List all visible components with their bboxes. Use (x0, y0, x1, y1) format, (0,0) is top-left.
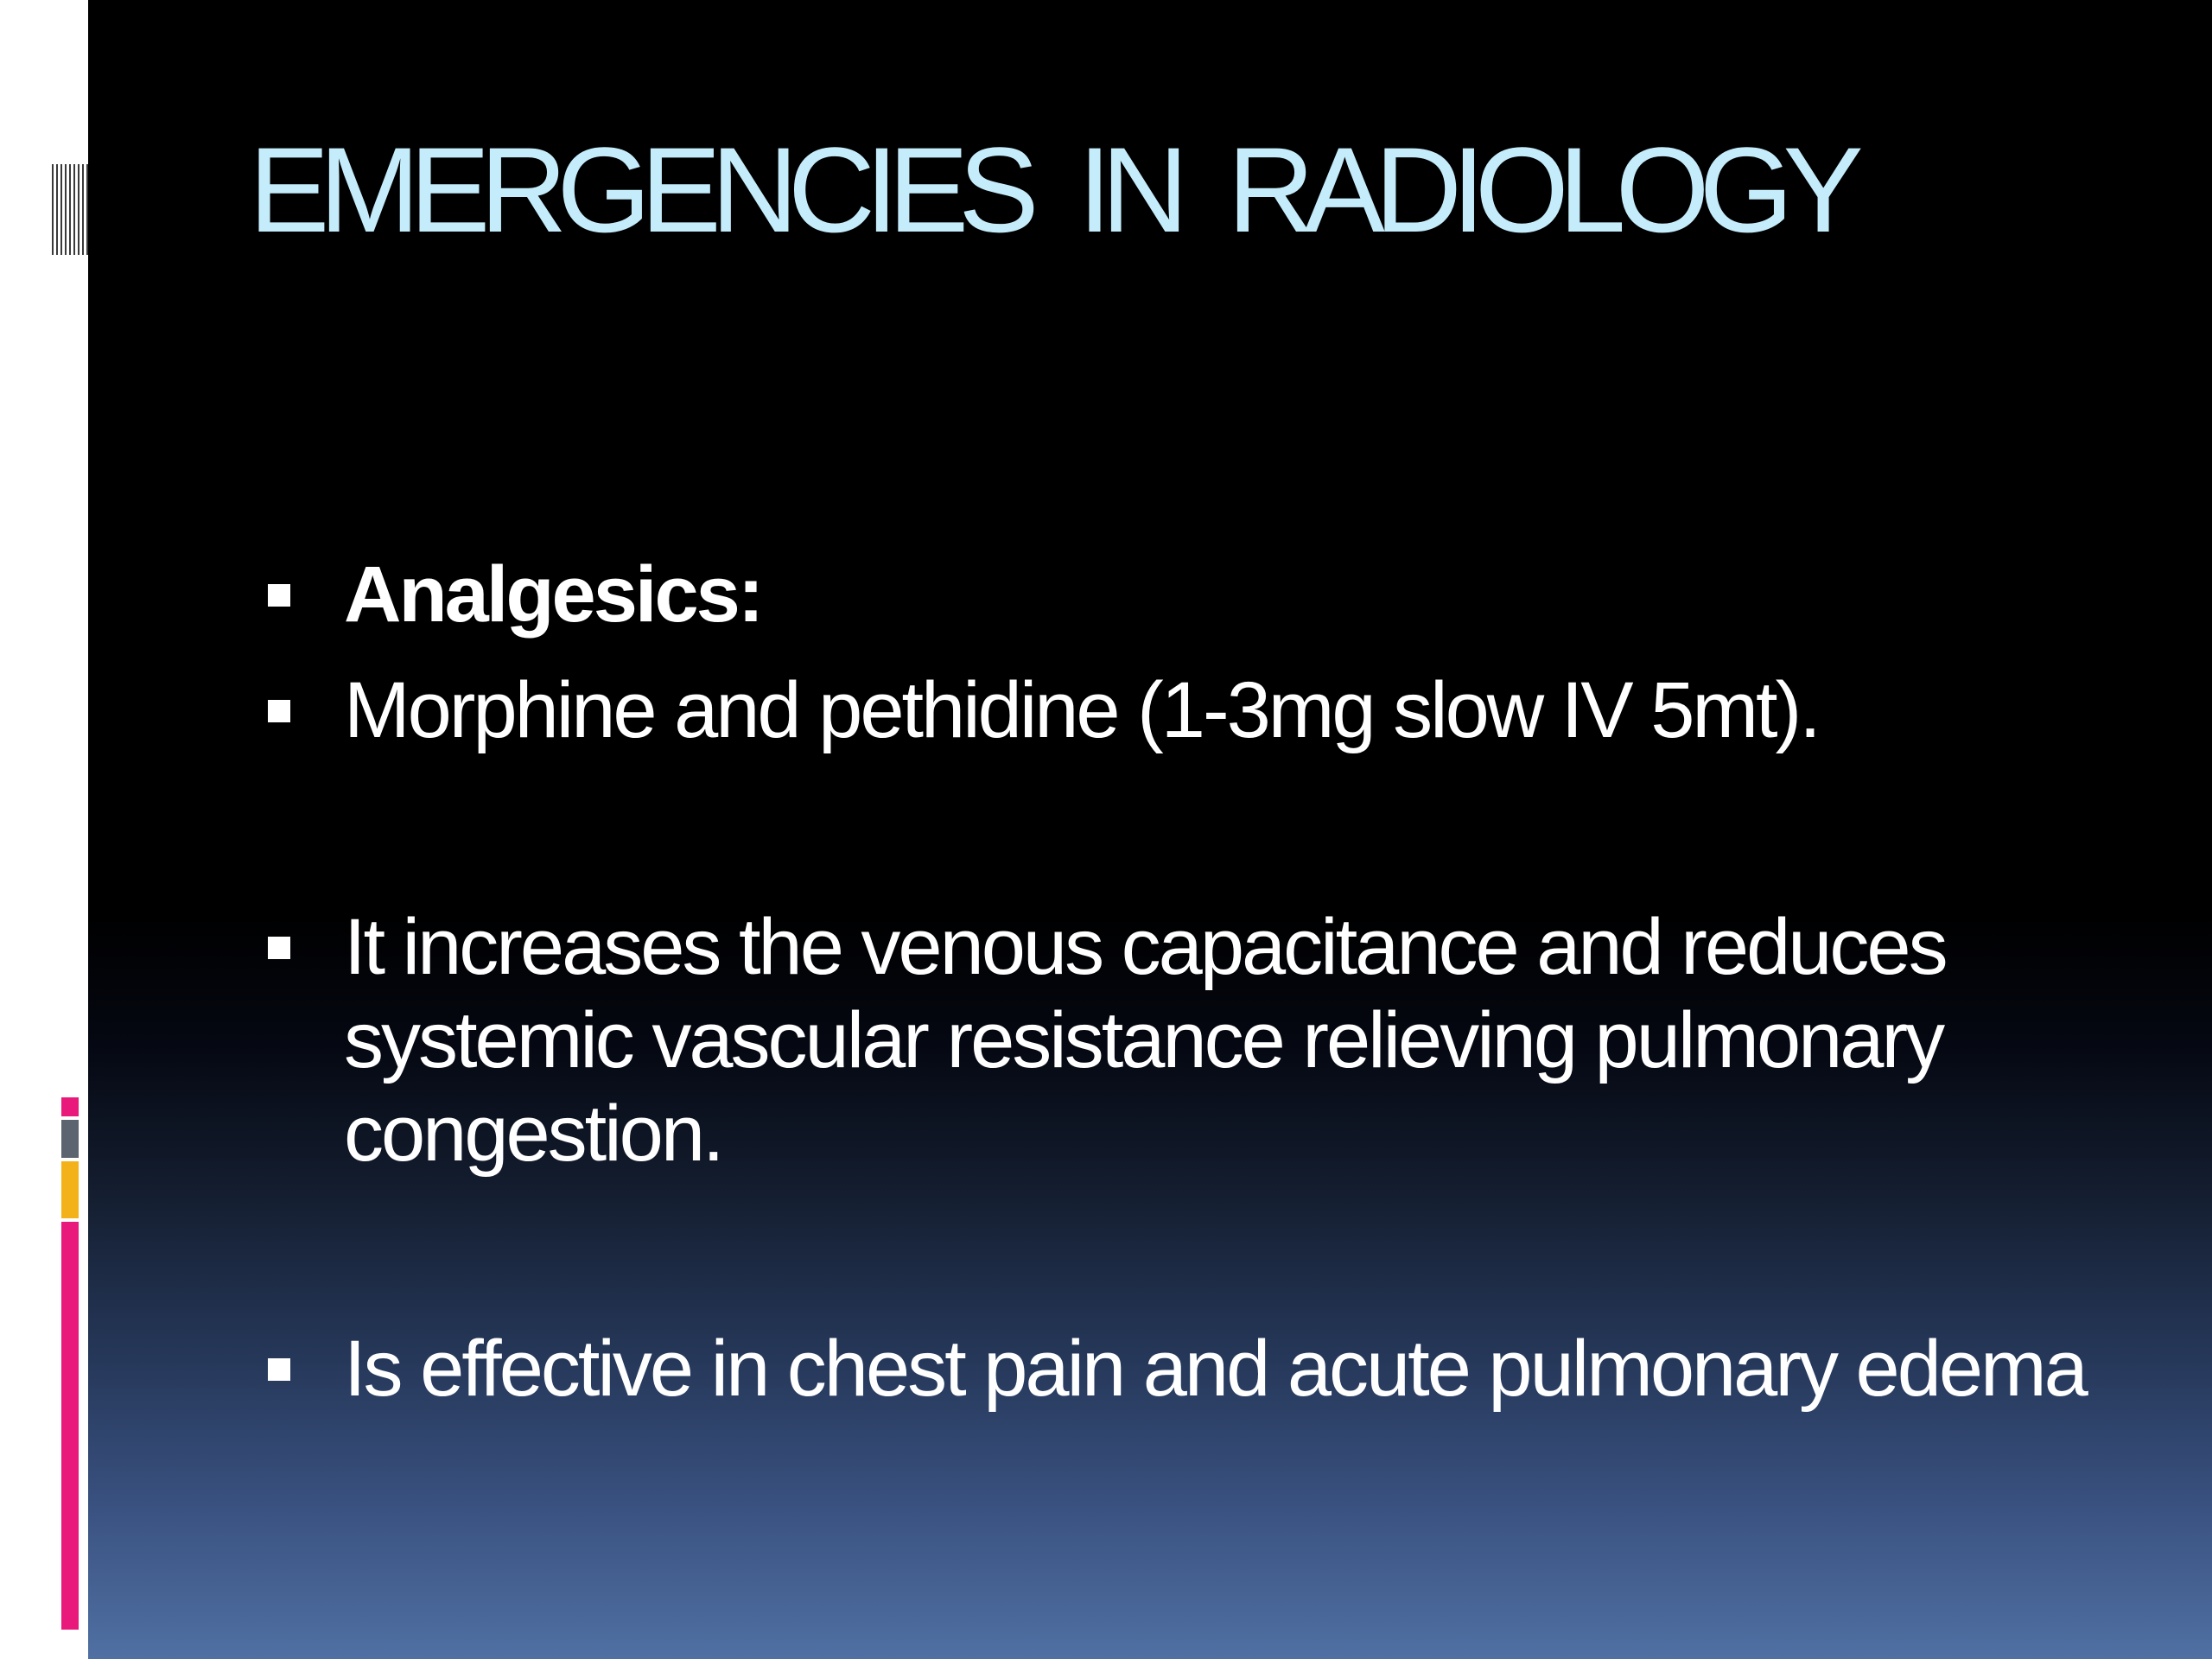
slide-title: EMERGENCIES IN RADIOLOGY (249, 122, 1853, 257)
bullet-item-analgesics (259, 548, 2160, 641)
bullet-item-venous-capacitance (259, 900, 2160, 1180)
gold-accent-stripe (61, 1161, 79, 1218)
pink-accent-stripe-long (61, 1222, 79, 1630)
bullet-text: It increases the venous capacitance and reduces systemic vascular resistance relieving pulmonary congestion. (344, 903, 1946, 1178)
gray-accent-stripe (61, 1120, 79, 1158)
pink-accent-stripe-top (61, 1097, 79, 1116)
bullet-text: Is effective in chest pain and acute pulmonary edema (344, 1325, 2086, 1413)
bullet-text: Analgesics: (344, 550, 762, 639)
square-bullet-icon (268, 584, 290, 607)
square-bullet-icon (268, 1358, 290, 1381)
bullet-item-chest-pain (259, 1322, 2160, 1415)
barcode-decoration (52, 164, 88, 255)
square-bullet-icon (268, 700, 290, 722)
square-bullet-icon (268, 937, 290, 959)
bullet-item-morphine (259, 664, 2160, 757)
bullet-text: Morphine and pethidine (1-3mg slow IV 5mt). (344, 666, 1819, 754)
